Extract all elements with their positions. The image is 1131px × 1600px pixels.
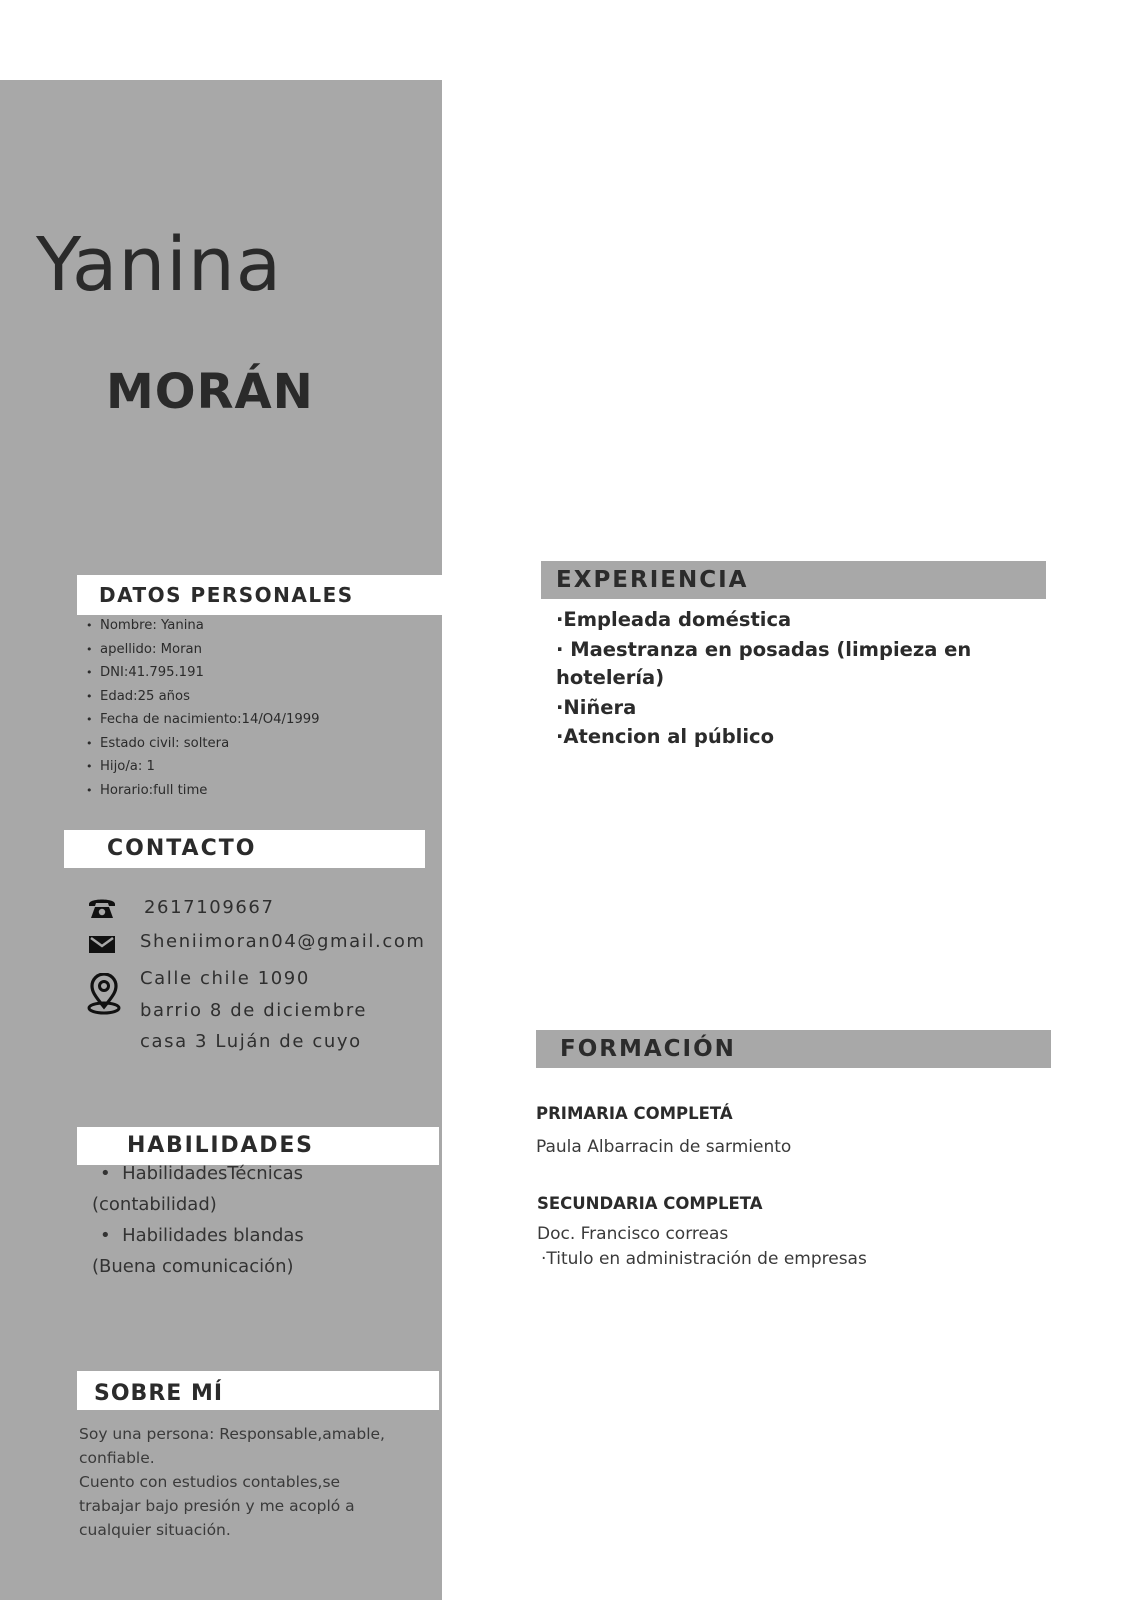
habilidades-header: HABILIDADES [77, 1127, 439, 1165]
phone-number[interactable]: 2617109667 [144, 897, 275, 918]
sobre-mi-header: SOBRE MÍ [77, 1371, 439, 1410]
experiencia-header: EXPERIENCIA [541, 561, 1046, 599]
habilidad-detail: (Buena comunicación) [92, 1256, 294, 1277]
address-line-2: barrio 8 de diciembre [140, 1000, 368, 1021]
list-item: • apellido: Moran [86, 641, 320, 665]
list-item: ·Niñera [556, 695, 637, 719]
habilidad-blandas: Habilidades blandas [122, 1225, 304, 1246]
list-item: • Horario:full time [86, 782, 320, 806]
habilidad-detail: (contabilidad) [92, 1194, 217, 1215]
habilidad-item: • Habilidades blandas [100, 1225, 304, 1246]
habilidad-item: • HabilidadesTécnicas [100, 1163, 304, 1184]
contacto-header: CONTACTO [64, 830, 425, 868]
primaria-school: Paula Albarracin de sarmiento [536, 1137, 792, 1157]
list-item: • Estado civil: soltera [86, 735, 320, 759]
list-item: ·Empleada doméstica [556, 608, 792, 631]
first-name: Yanina [36, 222, 283, 308]
sobre-mi-line: trabajar bajo presión y me acopló a [79, 1497, 355, 1515]
phone-icon [87, 894, 117, 924]
sobre-mi-line: confiable. [79, 1449, 155, 1467]
sobre-mi-text [79, 1422, 424, 1542]
list-item: • Fecha de nacimiento:14/O4/1999 [86, 711, 320, 735]
sobre-mi-line: Soy una persona: Responsable,amable, [79, 1425, 385, 1443]
email-address[interactable]: Sheniimoran04@gmail.com [140, 931, 426, 952]
list-item: • Nombre: Yanina [86, 617, 320, 641]
list-item: • DNI:41.795.191 [86, 664, 320, 688]
list-item: ·Atencion al público [556, 725, 774, 748]
experiencia-list [556, 606, 996, 753]
last-name: MORÁN [106, 364, 314, 420]
address-line-3: casa 3 Luján de cuyo [140, 1031, 362, 1052]
primaria-title: PRIMARIA COMPLETÁ [536, 1104, 733, 1123]
formacion-header: FORMACIÓN [536, 1030, 1051, 1068]
list-item: · Maestranza en posadas (limpieza en hotelería) [556, 637, 972, 689]
sobre-mi-line: Cuento con estudios contables,se [79, 1473, 341, 1491]
mail-icon [88, 932, 116, 956]
list-item: • Edad:25 años [86, 688, 320, 712]
datos-personales-header: DATOS PERSONALES [77, 575, 442, 615]
secundaria-degree: ·Titulo en administración de empresas [541, 1249, 867, 1269]
secundaria-title: SECUNDARIA COMPLETA [537, 1194, 763, 1213]
datos-personales-list [86, 617, 320, 805]
location-pin-icon [86, 973, 122, 1015]
address-line-1: Calle chile 1090 [140, 968, 310, 989]
sobre-mi-line: cualquier situación. [79, 1521, 231, 1539]
secundaria-school: Doc. Francisco correas [537, 1224, 729, 1244]
list-item: • Hijo/a: 1 [86, 758, 320, 782]
habilidad-tecnicas: HabilidadesTécnicas [122, 1163, 304, 1184]
